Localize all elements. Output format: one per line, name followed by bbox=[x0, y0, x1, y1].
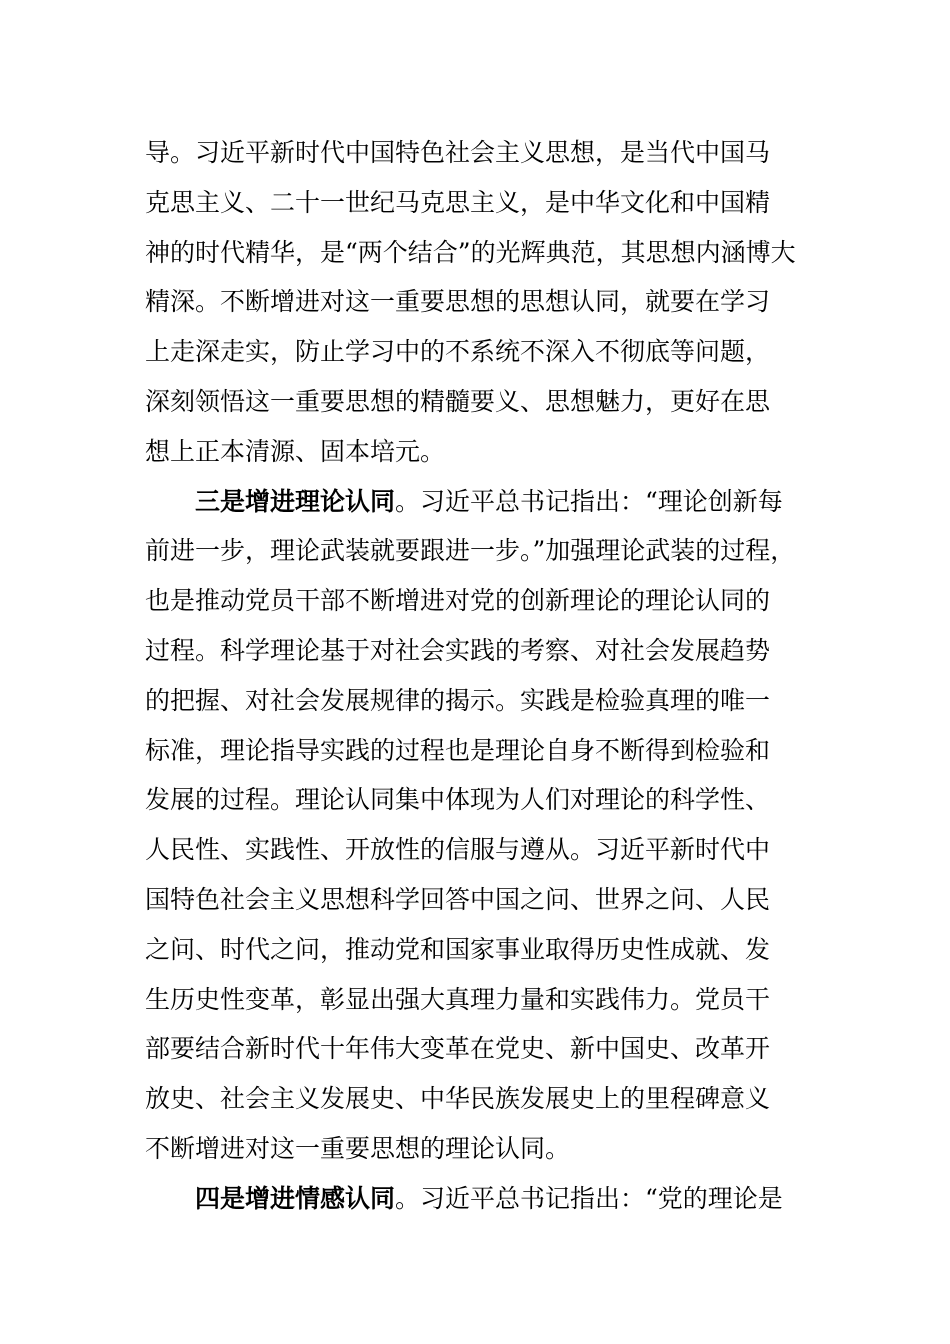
text-line: 国特色社会主义思想科学回答中国之问、世界之问、人民 bbox=[145, 884, 771, 914]
text-line: 克思主义、二十一世纪马克思主义，是中华文化和中国精 bbox=[145, 187, 771, 217]
text-line: 的把握、对社会发展规律的揭示。实践是检验真理的唯一 bbox=[145, 685, 771, 715]
text-line: 发展的过程。理论认同集中体现为人们对理论的科学性、 bbox=[145, 785, 771, 815]
text-line: 前进一步，理论武装就要跟进一步。”加强理论武装的过程， bbox=[145, 536, 796, 566]
text-line: 想上正本清源、固本培元。 bbox=[145, 436, 446, 466]
section-heading: 三是增进理论认同 bbox=[195, 486, 396, 516]
text-run: 。习近平总书记指出：“党的理论是 bbox=[395, 1183, 783, 1213]
text-line: 上走深走实，防止学习中的不系统不深入不彻底等问题， bbox=[145, 337, 771, 367]
text-line: 人民性、实践性、开放性的信服与遵从。习近平新时代中 bbox=[145, 835, 771, 865]
text-line: 不断增进对这一重要思想的理论认同。 bbox=[145, 1133, 571, 1163]
text-line: 标准，理论指导实践的过程也是理论自身不断得到检验和 bbox=[145, 735, 771, 765]
text-line: 过程。科学理论基于对社会实践的考察、对社会发展趋势 bbox=[145, 635, 771, 665]
text-line: 生历史性变革，彰显出强大真理力量和实践伟力。党员干 bbox=[145, 984, 771, 1014]
paragraph-emotional-recognition bbox=[145, 1174, 815, 1224]
paragraph-ideological-recognition bbox=[145, 128, 815, 477]
text-run: 。习近平总书记指出：“理论创新每 bbox=[395, 486, 783, 516]
section-heading: 四是增进情感认同 bbox=[195, 1183, 396, 1213]
text-line: 部要结合新时代十年伟大变革在党史、新中国史、改革开 bbox=[145, 1034, 771, 1064]
text-line: 精深。不断增进对这一重要思想的思想认同，就要在学习 bbox=[145, 287, 771, 317]
paragraph-theoretical-recognition bbox=[145, 477, 815, 1174]
text-line: 也是推动党员干部不断增进对党的创新理论的理论认同的 bbox=[145, 586, 771, 616]
text-line: 导。习近平新时代中国特色社会主义思想，是当代中国马 bbox=[145, 138, 771, 167]
text-line: 放史、社会主义发展史、中华民族发展史上的里程碑意义 bbox=[145, 1084, 771, 1114]
text-line-first bbox=[145, 477, 815, 527]
text-line: 之问、时代之问，推动党和国家事业取得历史性成就、发 bbox=[145, 934, 771, 964]
text-line: 神的时代精华，是“两个结合”的光辉典范，其思想内涵博大 bbox=[145, 237, 796, 267]
text-line: 深刻领悟这一重要思想的精髓要义、思想魅力，更好在思 bbox=[145, 386, 771, 416]
document-body bbox=[145, 128, 815, 1224]
text-line-first bbox=[145, 1174, 815, 1224]
